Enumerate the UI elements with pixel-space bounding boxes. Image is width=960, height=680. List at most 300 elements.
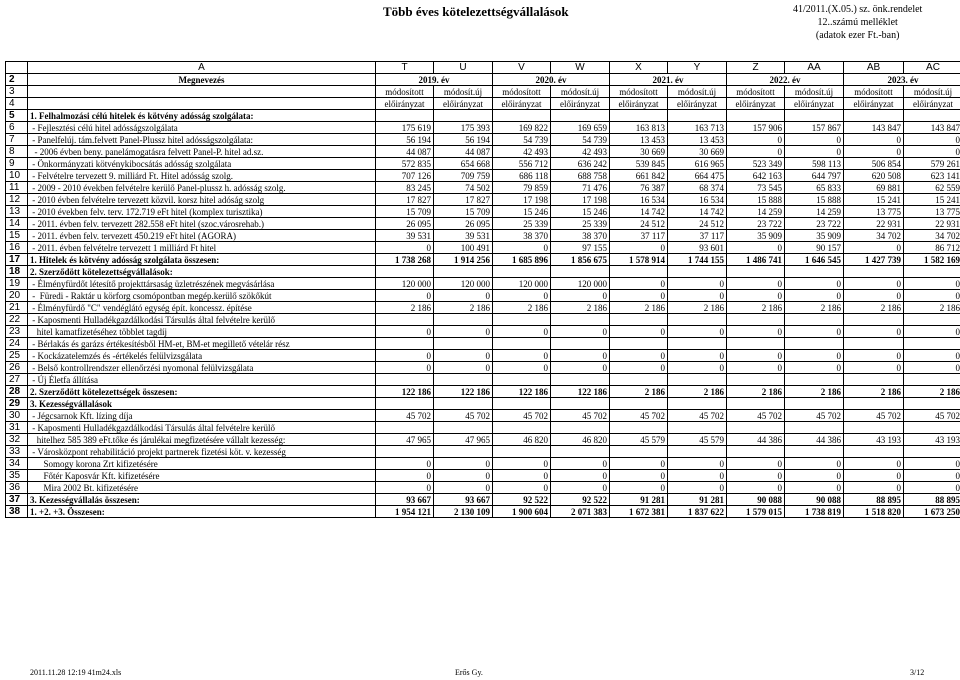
value-cell: 0	[844, 350, 904, 362]
value-cell: 0	[376, 362, 434, 374]
value-cell: 636 242	[551, 158, 610, 170]
value-cell: 661 842	[610, 170, 668, 182]
value-cell: 13 453	[668, 134, 727, 146]
row-label: Somogy korona Zrt kifizetésére	[28, 458, 376, 470]
value-cell	[904, 338, 960, 350]
value-cell: 88 895	[904, 494, 960, 506]
column-letter: AC	[904, 62, 960, 74]
row-label: Mira 2002 Bt. kifizetésére	[28, 482, 376, 494]
value-cell: 86 712	[904, 242, 960, 254]
value-cell	[434, 266, 493, 278]
value-cell: 16 534	[668, 194, 727, 206]
value-cell: 707 126	[376, 170, 434, 182]
row-label: - 2011. évben felv. tervezett 450.219 eFt hitel (AGORA)	[28, 230, 376, 242]
value-cell	[904, 110, 960, 122]
table-row	[6, 458, 960, 470]
value-cell: 122 186	[493, 386, 551, 398]
value-cell: 0	[610, 290, 668, 302]
value-cell: 45 579	[610, 434, 668, 446]
value-cell	[844, 314, 904, 326]
column-header-top: módosított	[493, 86, 551, 98]
value-cell: 0	[668, 362, 727, 374]
column-header-bottom: előirányzat	[376, 98, 434, 110]
value-cell: 14 259	[785, 206, 844, 218]
value-cell: 0	[785, 482, 844, 494]
row-label: - 2006 évben beny. panelámogatásra felvett Panel-P. hitel ad.sz.	[28, 146, 376, 158]
value-cell: 163 813	[610, 122, 668, 134]
value-cell: 169 822	[493, 122, 551, 134]
value-cell: 45 702	[493, 410, 551, 422]
value-cell: 122 186	[376, 386, 434, 398]
blank-cell	[28, 98, 376, 110]
value-cell: 42 493	[551, 146, 610, 158]
value-cell: 1 578 914	[610, 254, 668, 266]
value-cell: 686 118	[493, 170, 551, 182]
table-row	[6, 230, 960, 242]
value-cell: 0	[785, 458, 844, 470]
value-cell: 2 186	[844, 302, 904, 314]
row-number: 36	[6, 482, 28, 494]
table-row	[6, 122, 960, 134]
value-cell: 506 854	[844, 158, 904, 170]
value-cell	[610, 374, 668, 386]
value-cell: 25 339	[551, 218, 610, 230]
value-cell: 0	[434, 362, 493, 374]
value-cell	[668, 374, 727, 386]
value-cell	[844, 110, 904, 122]
value-cell: 47 965	[434, 434, 493, 446]
row-number: 29	[6, 398, 28, 410]
value-cell: 1 673 250	[904, 506, 960, 518]
value-cell: 62 559	[904, 182, 960, 194]
row-number: 15	[6, 230, 28, 242]
value-cell	[551, 338, 610, 350]
value-cell: 15 888	[727, 194, 785, 206]
value-cell: 39 531	[434, 230, 493, 242]
value-cell	[727, 422, 785, 434]
value-cell	[785, 110, 844, 122]
value-cell: 1 582 169	[904, 254, 960, 266]
value-cell: 0	[904, 362, 960, 374]
value-cell	[785, 374, 844, 386]
value-cell: 0	[493, 290, 551, 302]
value-cell: 0	[551, 458, 610, 470]
column-letter: Z	[727, 62, 785, 74]
value-cell: 0	[493, 350, 551, 362]
value-cell: 15 709	[434, 206, 493, 218]
value-cell: 175 393	[434, 122, 493, 134]
value-cell	[844, 422, 904, 434]
row-number: 14	[6, 218, 28, 230]
value-cell: 0	[785, 350, 844, 362]
value-cell: 0	[376, 242, 434, 254]
value-cell	[785, 314, 844, 326]
value-cell: 15 246	[493, 206, 551, 218]
value-cell: 0	[904, 134, 960, 146]
value-cell: 2 186	[610, 302, 668, 314]
value-cell: 45 702	[551, 410, 610, 422]
row-label: - Bérlakás és garázs értékesítésből HM-et, BM-et megillető vételár rész	[28, 338, 376, 350]
value-cell: 0	[376, 470, 434, 482]
value-cell: 0	[904, 470, 960, 482]
row-label: 1. Hitelek és kötvény adósság szolgálata összesen:	[28, 254, 376, 266]
column-header-top: módosít.új	[434, 86, 493, 98]
value-cell: 0	[785, 326, 844, 338]
value-cell	[376, 110, 434, 122]
regulation-reference	[793, 3, 922, 42]
value-cell: 0	[668, 458, 727, 470]
value-cell: 17 827	[376, 194, 434, 206]
value-cell: 0	[785, 146, 844, 158]
row-label: - Panelfelúj. tám.felvett Panel-Plussz hitel adósságszolgálata:	[28, 134, 376, 146]
row-number: 8	[6, 146, 28, 158]
year-header: 2021. év	[610, 74, 727, 86]
value-cell	[785, 446, 844, 458]
value-cell: 0	[610, 362, 668, 374]
table-row	[6, 386, 960, 398]
row-label: hitelhez 585 389 eFt.tőke és járulékai megfizetésére vállalt kezesség:	[28, 434, 376, 446]
table-row	[6, 470, 960, 482]
value-cell: 642 163	[727, 170, 785, 182]
table-row	[6, 182, 960, 194]
row-number: 5	[6, 110, 28, 122]
value-cell: 1 646 545	[785, 254, 844, 266]
value-cell: 56 194	[376, 134, 434, 146]
table-row	[6, 134, 960, 146]
value-cell: 0	[904, 482, 960, 494]
year-header: 2019. év	[376, 74, 493, 86]
value-cell: 2 186	[785, 302, 844, 314]
value-cell: 0	[844, 290, 904, 302]
value-cell	[434, 110, 493, 122]
value-cell: 0	[844, 326, 904, 338]
column-letter: AB	[844, 62, 904, 74]
table-row	[6, 242, 960, 254]
value-cell: 16 534	[610, 194, 668, 206]
value-cell	[376, 374, 434, 386]
value-cell	[727, 446, 785, 458]
value-cell: 54 739	[551, 134, 610, 146]
value-cell: 0	[376, 326, 434, 338]
value-cell: 56 194	[434, 134, 493, 146]
value-cell: 35 909	[727, 230, 785, 242]
row-label: - Füredi - Raktár u körforg csomópontban megép.kerülő szökőkút	[28, 290, 376, 302]
row-number: 17	[6, 254, 28, 266]
value-cell: 1 486 741	[727, 254, 785, 266]
value-cell: 2 130 109	[434, 506, 493, 518]
value-cell	[785, 398, 844, 410]
column-header-row	[6, 86, 960, 98]
table-row	[6, 314, 960, 326]
value-cell	[434, 422, 493, 434]
column-letter: Y	[668, 62, 727, 74]
value-cell	[844, 398, 904, 410]
value-cell: 0	[727, 362, 785, 374]
value-cell: 45 702	[610, 410, 668, 422]
value-cell: 0	[551, 362, 610, 374]
value-cell: 92 522	[551, 494, 610, 506]
column-header-top: módosított	[376, 86, 434, 98]
value-cell: 44 386	[785, 434, 844, 446]
value-cell: 122 186	[434, 386, 493, 398]
value-cell: 0	[844, 134, 904, 146]
value-cell: 1 685 896	[493, 254, 551, 266]
value-cell	[376, 446, 434, 458]
value-cell: 0	[727, 350, 785, 362]
column-letter: AA	[785, 62, 844, 74]
column-letter-row	[6, 62, 960, 74]
column-header-top: módosított	[727, 86, 785, 98]
value-cell: 1 738 819	[785, 506, 844, 518]
value-cell: 0	[551, 350, 610, 362]
value-cell: 2 186	[376, 302, 434, 314]
value-cell	[727, 110, 785, 122]
value-cell	[493, 110, 551, 122]
value-cell	[844, 338, 904, 350]
value-cell: 30 669	[610, 146, 668, 158]
value-cell: 0	[376, 290, 434, 302]
value-cell: 69 881	[844, 182, 904, 194]
table-row	[6, 290, 960, 302]
value-cell: 0	[376, 458, 434, 470]
table-row	[6, 194, 960, 206]
page-title: Több éves kötelezettségvállalások	[383, 4, 569, 19]
row-number: 33	[6, 446, 28, 458]
value-cell: 23 722	[785, 218, 844, 230]
table-row	[6, 218, 960, 230]
value-cell: 2 186	[844, 386, 904, 398]
row-number	[6, 62, 28, 74]
value-cell: 25 339	[493, 218, 551, 230]
table-row	[6, 362, 960, 374]
row-number: 21	[6, 302, 28, 314]
value-cell: 664 475	[668, 170, 727, 182]
row-label: 1. Felhalmozási célú hitelek és kötvény adósság szolgálata:	[28, 110, 376, 122]
value-cell	[376, 338, 434, 350]
value-cell: 143 847	[904, 122, 960, 134]
value-cell	[904, 422, 960, 434]
value-cell: 1 914 256	[434, 254, 493, 266]
commitments-table	[5, 61, 960, 518]
value-cell	[376, 398, 434, 410]
table-row	[6, 170, 960, 182]
table-row	[6, 434, 960, 446]
value-cell: 1 518 820	[844, 506, 904, 518]
table-row	[6, 266, 960, 278]
value-cell: 34 702	[904, 230, 960, 242]
column-header-bottom: előirányzat	[610, 98, 668, 110]
value-cell: 93 601	[668, 242, 727, 254]
value-cell: 2 186	[727, 302, 785, 314]
value-cell: 1 579 015	[727, 506, 785, 518]
year-header: 2020. év	[493, 74, 610, 86]
value-cell: 0	[904, 326, 960, 338]
value-cell: 120 000	[434, 278, 493, 290]
column-header-bottom: előirányzat	[493, 98, 551, 110]
value-cell: 0	[844, 458, 904, 470]
value-cell: 2 186	[434, 302, 493, 314]
value-cell	[610, 338, 668, 350]
row-number: 25	[6, 350, 28, 362]
value-cell: 0	[785, 290, 844, 302]
value-cell: 39 531	[376, 230, 434, 242]
value-cell: 76 387	[610, 182, 668, 194]
value-cell: 523 349	[727, 158, 785, 170]
column-header-bottom: előirányzat	[904, 98, 960, 110]
column-header-bottom: előirányzat	[727, 98, 785, 110]
value-cell: 1 900 604	[493, 506, 551, 518]
value-cell: 26 095	[434, 218, 493, 230]
row-number: 19	[6, 278, 28, 290]
value-cell: 34 702	[844, 230, 904, 242]
value-cell: 709 759	[434, 170, 493, 182]
column-letter: A	[28, 62, 376, 74]
value-cell: 157 867	[785, 122, 844, 134]
row-number: 28	[6, 386, 28, 398]
value-cell: 0	[727, 290, 785, 302]
reference-line: 12..számú melléklet	[817, 17, 898, 28]
value-cell	[904, 446, 960, 458]
value-cell: 539 845	[610, 158, 668, 170]
row-label: - Fejlesztési célú hitel adósságszolgálata	[28, 122, 376, 134]
value-cell	[493, 446, 551, 458]
value-cell: 15 888	[785, 194, 844, 206]
value-cell	[668, 422, 727, 434]
value-cell: 45 702	[844, 410, 904, 422]
row-label: - 2010 évben felvételre tervezett közvil. korsz hitel adóság szolg	[28, 194, 376, 206]
value-cell: 0	[610, 350, 668, 362]
value-cell: 1 954 121	[376, 506, 434, 518]
value-cell: 0	[376, 482, 434, 494]
value-cell	[610, 314, 668, 326]
value-cell: 0	[551, 470, 610, 482]
value-cell: 2 186	[610, 386, 668, 398]
row-number: 35	[6, 470, 28, 482]
value-cell: 1 856 675	[551, 254, 610, 266]
column-header-bottom: előirányzat	[785, 98, 844, 110]
table-row	[6, 278, 960, 290]
value-cell: 17 198	[551, 194, 610, 206]
row-number: 3	[6, 86, 28, 98]
value-cell: 0	[844, 470, 904, 482]
value-cell: 620 508	[844, 170, 904, 182]
value-cell: 0	[551, 482, 610, 494]
value-cell: 0	[785, 362, 844, 374]
row-label: - 2010 években felv. terv. 172.719 eFt hitel (komplex turisztika)	[28, 206, 376, 218]
blank-cell	[28, 86, 376, 98]
table-row	[6, 446, 960, 458]
value-cell: 37 117	[610, 230, 668, 242]
column-header-top: módosított	[844, 86, 904, 98]
row-number: 34	[6, 458, 28, 470]
row-label: 2. Szerződött kötelezettségek összesen:	[28, 386, 376, 398]
value-cell: 0	[493, 470, 551, 482]
value-cell: 2 186	[493, 302, 551, 314]
value-cell: 71 476	[551, 182, 610, 194]
value-cell: 0	[844, 482, 904, 494]
value-cell: 90 088	[727, 494, 785, 506]
value-cell: 120 000	[376, 278, 434, 290]
value-cell: 0	[434, 470, 493, 482]
row-label: - 2009 - 2010 években felvételre kerülő Panel-plussz h. adósság szolg.	[28, 182, 376, 194]
value-cell: 2 186	[904, 386, 960, 398]
table-row	[6, 146, 960, 158]
value-cell: 26 095	[376, 218, 434, 230]
value-cell: 169 659	[551, 122, 610, 134]
value-cell: 68 374	[668, 182, 727, 194]
value-cell: 0	[668, 482, 727, 494]
column-header-bottom: előirányzat	[844, 98, 904, 110]
footer-filename: 2011.11.28 12:19 41m24.xls	[30, 668, 122, 677]
value-cell: 0	[904, 350, 960, 362]
row-number: 9	[6, 158, 28, 170]
value-cell: 0	[668, 278, 727, 290]
value-cell: 2 186	[785, 386, 844, 398]
reference-line: (adatok ezer Ft.-ban)	[815, 30, 900, 41]
value-cell	[610, 110, 668, 122]
value-cell: 45 702	[668, 410, 727, 422]
value-cell: 0	[904, 290, 960, 302]
value-cell: 0	[727, 278, 785, 290]
value-cell: 43 193	[844, 434, 904, 446]
value-cell: 122 186	[551, 386, 610, 398]
table-row	[6, 494, 960, 506]
value-cell: 0	[434, 350, 493, 362]
value-cell: 0	[493, 482, 551, 494]
value-cell: 45 702	[785, 410, 844, 422]
value-cell	[551, 110, 610, 122]
value-cell: 44 087	[434, 146, 493, 158]
row-number: 30	[6, 410, 28, 422]
value-cell: 65 833	[785, 182, 844, 194]
value-cell	[610, 398, 668, 410]
value-cell: 17 198	[493, 194, 551, 206]
value-cell: 0	[727, 326, 785, 338]
value-cell	[551, 446, 610, 458]
value-cell: 0	[551, 326, 610, 338]
value-cell: 45 702	[376, 410, 434, 422]
value-cell	[493, 314, 551, 326]
row-label: Főtér Kaposvár Kft. kifizetésére	[28, 470, 376, 482]
value-cell: 74 502	[434, 182, 493, 194]
value-cell: 43 193	[904, 434, 960, 446]
value-cell: 45 702	[904, 410, 960, 422]
value-cell	[844, 266, 904, 278]
value-cell	[493, 422, 551, 434]
value-cell: 0	[610, 458, 668, 470]
value-cell	[376, 266, 434, 278]
value-cell: 572 835	[376, 158, 434, 170]
value-cell: 37 117	[668, 230, 727, 242]
value-cell: 13 453	[610, 134, 668, 146]
table-row	[6, 338, 960, 350]
value-cell: 579 261	[904, 158, 960, 170]
value-cell: 0	[844, 278, 904, 290]
value-cell: 14 742	[610, 206, 668, 218]
row-number: 32	[6, 434, 28, 446]
table-row	[6, 302, 960, 314]
value-cell: 0	[610, 470, 668, 482]
value-cell	[434, 446, 493, 458]
row-label: 3. Kezességvállalás összesen:	[28, 494, 376, 506]
value-cell	[844, 446, 904, 458]
value-cell	[668, 314, 727, 326]
value-cell	[727, 266, 785, 278]
column-header-top: módosít.új	[785, 86, 844, 98]
value-cell	[668, 398, 727, 410]
row-number: 11	[6, 182, 28, 194]
value-cell: 0	[434, 290, 493, 302]
